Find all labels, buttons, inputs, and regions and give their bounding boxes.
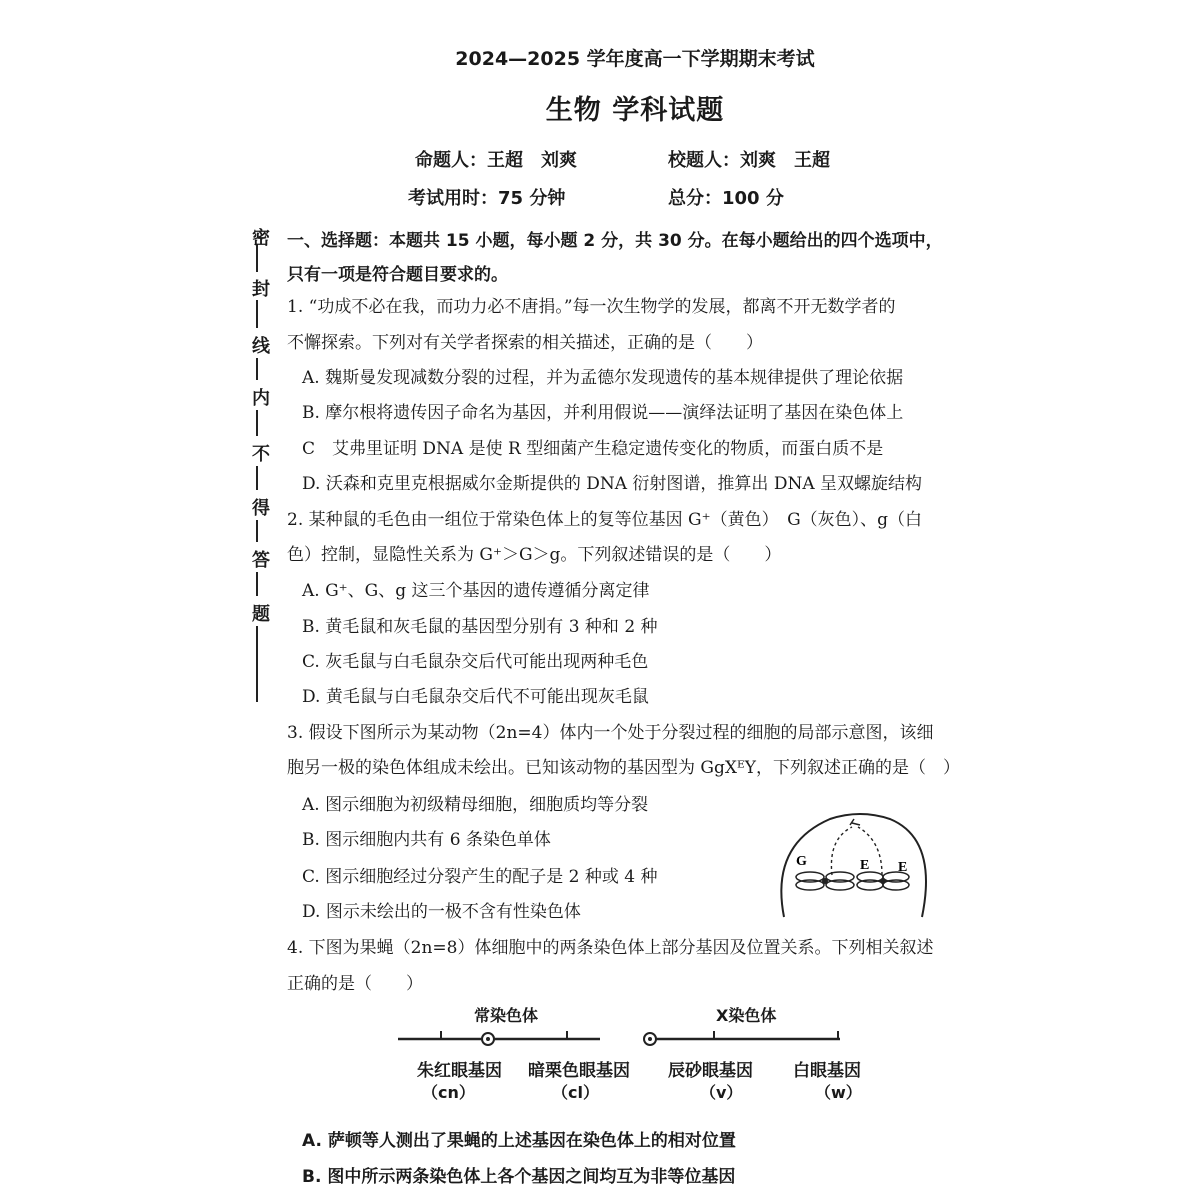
option-b: B. 黄毛鼠和灰毛鼠的基因型分别有 3 种和 2 种 — [302, 617, 658, 637]
seal-rule — [256, 466, 258, 490]
seal-rule — [256, 520, 258, 542]
option-d: D. 沃森和克里克根据威尔金斯提供的 DNA 衍射图谱，推算出 DNA 呈双螺旋结构 — [302, 474, 923, 494]
question-stem: 4. 下图为果蝇（2n=8）体细胞中的两条染色体上部分基因及位置关系。下列相关叙述 — [287, 938, 934, 958]
gene-symbol-cl: （cl） — [552, 1083, 599, 1102]
gene-name-cl: 暗栗色眼基因 — [528, 1061, 630, 1081]
option-a: A. G⁺、G、g 这三个基因的遗传遵循分离定律 — [302, 581, 650, 601]
section-heading-line-1: 一、选择题：本题共 15 小题，每小题 2 分，共 30 分。在每小题给出的四个选项中， — [287, 231, 943, 251]
question-stem: 1. “功成不必在我，而功力必不唐捐。”每一次生物学的发展，都离不开无数学者的 — [287, 297, 896, 317]
reviewer-label: 校题人：刘爽 王超 — [668, 150, 830, 171]
centromere — [880, 878, 886, 884]
option-c: C. 图示细胞经过分裂产生的配子是 2 种或 4 种 — [302, 867, 658, 887]
autosome-label: 常染色体 — [474, 1006, 539, 1025]
gene-symbol-w: （w） — [815, 1083, 862, 1102]
seal-rule — [256, 358, 258, 380]
seal-rule — [256, 250, 258, 272]
question-stem: 胞另一极的染色体组成未绘出。已知该动物的基因型为 GgXᴱY，下列叙述正确的是（ ） — [287, 758, 961, 778]
seal-rule — [256, 300, 258, 328]
exam-title: 2024—2025 学年度高一下学期期末考试 — [455, 48, 815, 70]
seal-char: 答 — [252, 550, 270, 571]
option-b: B. 图中所示两条染色体上各个基因之间均互为非等位基因 — [302, 1167, 736, 1187]
subject-title: 生物 学科试题 — [545, 95, 725, 126]
option-c: C 艾弗里证明 DNA 是使 R 型细菌产生稳定遗传变化的物质，而蛋白质不是 — [302, 439, 884, 459]
seal-char: 封 — [252, 279, 270, 300]
gene-label-e: E — [898, 860, 908, 875]
chromosome-map — [395, 1024, 845, 1054]
question-stem: 正确的是（ ） — [287, 974, 423, 994]
gene-name-v: 辰砂眼基因 — [668, 1061, 753, 1081]
gene-name-cn: 朱红眼基因 — [417, 1061, 502, 1081]
centrosome — [850, 819, 860, 825]
option-c: C. 灰毛鼠与白毛鼠杂交后代可能出现两种毛色 — [302, 652, 649, 672]
option-b: B. 图示细胞内共有 6 条染色单体 — [302, 830, 551, 850]
centromere — [822, 878, 828, 884]
seal-char: 密 — [252, 228, 270, 249]
question-stem: 2. 某种鼠的毛色由一组位于常染色体上的复等位基因 G⁺（黄色） G（灰色）、g（白 — [287, 510, 923, 530]
option-a: A. 图示细胞为初级精母细胞，细胞质均等分裂 — [302, 795, 649, 815]
question-stem: 不懈探索。下列对有关学者探索的相关描述，正确的是（ ） — [287, 333, 763, 353]
seal-char: 题 — [252, 604, 270, 625]
question-stem: 色）控制，显隐性关系为 G⁺＞G＞g。下列叙述错误的是（ ） — [287, 545, 782, 565]
cell-division-figure — [770, 805, 945, 925]
x-chromosome-label: X染色体 — [716, 1006, 777, 1025]
question-stem: 3. 假设下图所示为某动物（2n=4）体内一个处于分裂过程的细胞的局部示意图，该细 — [287, 723, 934, 743]
section-heading-line-2: 只有一项是符合题目要求的。 — [287, 265, 508, 285]
seal-char: 不 — [252, 444, 270, 465]
score-label: 总分：100 分 — [668, 188, 784, 209]
seal-char: 内 — [252, 388, 270, 409]
seal-rule — [256, 626, 258, 702]
gene-name-w: 白眼基因 — [793, 1061, 861, 1081]
time-label: 考试用时：75 分钟 — [408, 188, 566, 209]
option-d: D. 图示未绘出的一极不含有性染色体 — [302, 902, 581, 922]
gene-label-e: E — [860, 858, 870, 873]
seal-rule — [256, 410, 258, 436]
seal-char: 得 — [252, 498, 270, 519]
seal-rule — [256, 572, 258, 596]
gene-symbol-v: （v） — [700, 1083, 743, 1102]
seal-char: 线 — [252, 336, 270, 357]
option-a: A. 萨顿等人测出了果蝇的上述基因在染色体上的相对位置 — [302, 1131, 736, 1151]
option-b: B. 摩尔根将遗传因子命名为基因，并利用假说——演绎法证明了基因在染色体上 — [302, 403, 904, 423]
option-a: A. 魏斯曼发现减数分裂的过程，并为孟德尔发现遗传的基本规律提供了理论依据 — [302, 368, 904, 388]
option-d: D. 黄毛鼠与白毛鼠杂交后代不可能出现灰毛鼠 — [302, 687, 649, 707]
gene-label-g: G — [796, 854, 807, 869]
gene-symbol-cn: （cn） — [422, 1083, 475, 1102]
author-label: 命题人：王超 刘爽 — [415, 150, 577, 171]
spindle-fiber — [831, 827, 852, 875]
